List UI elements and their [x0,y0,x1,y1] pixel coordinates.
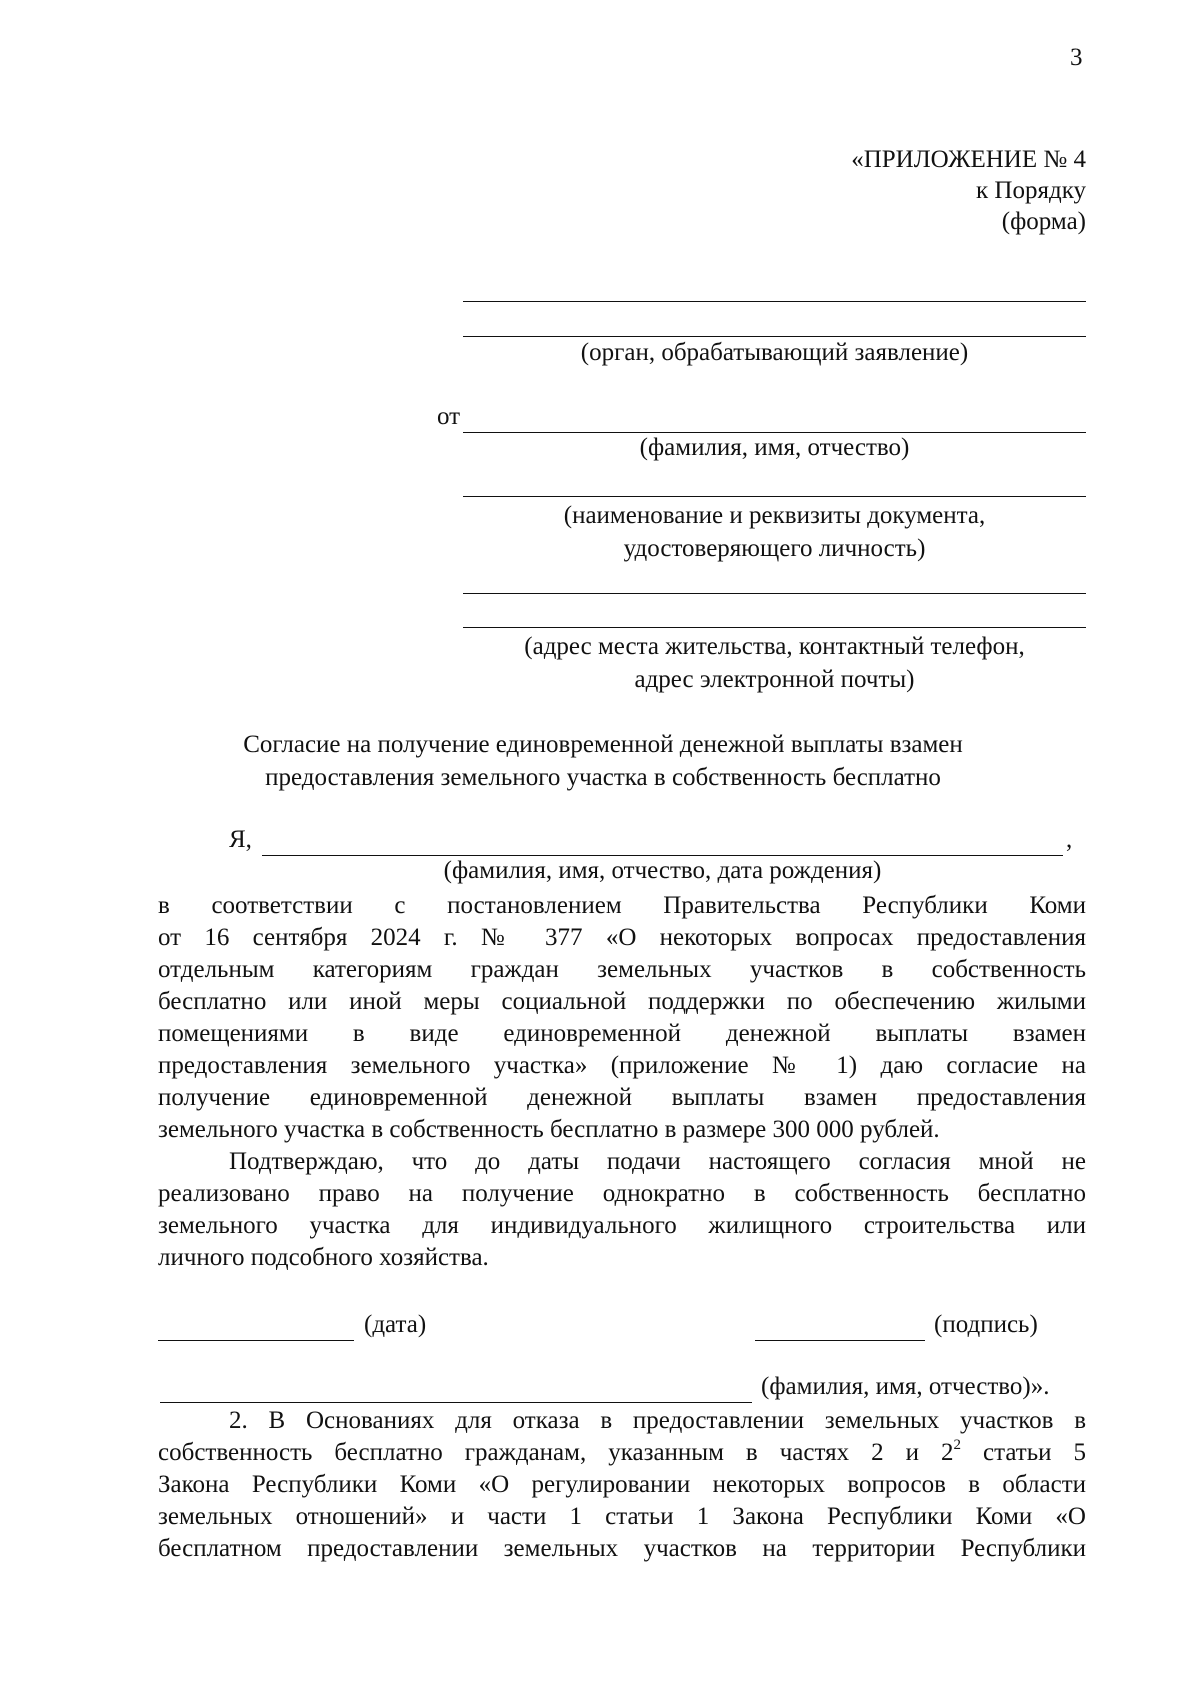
signature-field-line [755,1340,925,1341]
declarant-field-line [262,855,1063,856]
item2-line: бесплатном предоставлении земельных участков на территории Республики [158,1535,1086,1562]
document-caption-line-1: (наименование и реквизиты документа, [563,502,986,529]
declarant-caption: (фамилия, имя, отчество, дата рождения) [443,857,882,884]
signer-fio-field-line [160,1402,752,1403]
document-title-line-1: Согласие на получение единовременной денежной выплаты взамен [243,731,963,758]
body-line: бесплатно или иной меры социальной поддержки по обеспечению жилыми [158,988,1086,1015]
appendix-title: «ПРИЛОЖЕНИЕ № 4 [851,146,1086,173]
address-caption [463,630,1086,696]
confirm-line: реализовано право на получение однократно в собственность бесплатно [158,1180,1086,1207]
appendix-form-label: (форма) [1001,208,1086,235]
body-line: в соответствии с постановлением Правительства Республики Коми [158,892,1086,919]
document-caption-line-2: удостоверяющего личность) [623,535,926,562]
confirm-line-last: личного подсобного хозяйства. [158,1244,489,1271]
date-field-line [158,1340,354,1341]
address-field-line-2 [463,627,1086,628]
body-line: отдельным категориям граждан земельных участков в собственность [158,956,1086,983]
page-number: 3 [1070,44,1083,71]
document-caption [463,499,1086,565]
address-caption-line-1: (адрес места жительства, контактный телефон, [524,633,1025,660]
body-line: от 16 сентября 2024 г. № 377 «О некоторых вопросах предоставления [158,924,1086,951]
organ-field-line-1 [463,301,1086,302]
fio-caption: (фамилия, имя, отчество) [639,434,910,461]
body-line: получение единовременной денежной выплаты взамен предоставления [158,1084,1086,1111]
confirm-line: земельного участка для индивидуального жилищного строительства или [158,1212,1086,1239]
item2-line2-end: статьи 5 [961,1439,1086,1466]
organ-field-line-2 [463,336,1086,337]
from-label: от [437,403,461,430]
address-field-line-1 [463,593,1086,594]
organ-caption: (орган, обрабатывающий заявление) [580,339,969,366]
declarant-comma: , [1066,826,1073,853]
appendix-ref: к Порядку [976,177,1086,204]
declarant-i-label: Я, [229,826,252,853]
document-title [120,728,1086,794]
item2-line [158,1437,1086,1469]
body-line: предоставления земельного участка» (приложение № 1) даю согласие на [158,1052,1086,1079]
fio-field-line [463,432,1086,433]
signature-caption: (подпись) [934,1311,1038,1338]
item2-line: земельных отношений» и части 1 статьи 1 Закона Республики Коми «О [158,1503,1086,1530]
item2-line: 2. В Основаниях для отказа в предоставлении земельных участков в [229,1407,1086,1434]
date-caption: (дата) [364,1311,427,1338]
item2-line: Закона Республики Коми «О регулировании некоторых вопросов в области [158,1471,1086,1498]
body-line-last: земельного участка в собственность бесплатно в размере 300 000 рублей. [158,1116,940,1143]
confirm-line: Подтверждаю, что до даты подачи настоящего согласия мной не [229,1148,1086,1175]
document-title-line-2: предоставления земельного участка в собственность бесплатно [265,764,941,791]
document-field-line [463,496,1086,497]
address-caption-line-2: адрес электронной почты) [634,666,915,693]
appendix-header [851,144,1086,237]
item2-line2-text: собственность бесплатно гражданам, указанным в частях 2 и 2 [158,1439,954,1466]
signer-fio-caption: (фамилия, имя, отчество)». [761,1373,1050,1400]
item2-superscript: 2 [953,1437,961,1453]
body-line: помещениями в виде единовременной денежной выплаты взамен [158,1020,1086,1047]
